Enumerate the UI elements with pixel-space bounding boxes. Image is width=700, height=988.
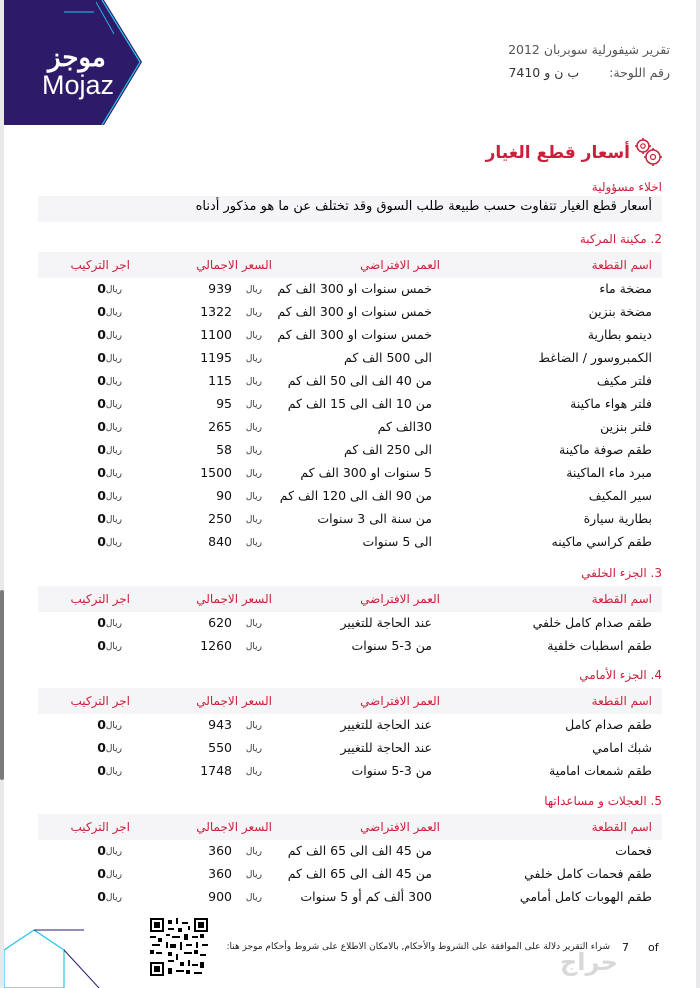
currency-label: ريال	[245, 538, 262, 548]
cell-total: 1748	[200, 763, 232, 778]
currency-label: ريال	[245, 744, 262, 754]
column-header-install: اجر التركيب	[70, 592, 130, 606]
cell-life: من 3-5 سنوات	[351, 638, 432, 653]
table-header	[38, 688, 662, 714]
cell-install: 0	[97, 615, 106, 630]
currency-label: ريال	[105, 619, 122, 629]
cell-total: 250	[208, 511, 232, 526]
cell-name: طقم فحمات كامل خلفي	[524, 866, 652, 881]
cell-install: 0	[97, 419, 106, 434]
column-header-life: العمر الافتراضي	[360, 592, 440, 606]
currency-label: ريال	[105, 285, 122, 295]
cell-name: طقم الهوبات كامل أمامي	[519, 889, 652, 904]
section-title: 5. العجلات و مساعداتها	[544, 794, 662, 808]
cell-life: خمس سنوات او 300 الف كم	[277, 304, 432, 319]
cell-name: مبرد ماء الماكينة	[566, 465, 652, 480]
cell-life: من 3-5 سنوات	[351, 763, 432, 778]
cell-name: طقم اسطبات خلفية	[547, 638, 652, 653]
table-row	[38, 323, 662, 346]
cell-total: 620	[208, 615, 232, 630]
currency-label: ريال	[105, 308, 122, 318]
corner-decoration	[4, 925, 114, 988]
cell-life: من 40 الف الى 50 الف كم	[287, 373, 432, 388]
cell-install: 0	[97, 889, 106, 904]
cell-total: 1260	[200, 638, 232, 653]
column-header-life: العمر الافتراضي	[360, 694, 440, 708]
currency-label: ريال	[245, 619, 262, 629]
cell-install: 0	[97, 638, 106, 653]
currency-label: ريال	[105, 893, 122, 903]
plate-number	[508, 65, 670, 80]
cell-life: خمس سنوات او 300 الف كم	[277, 327, 432, 342]
table-row	[38, 759, 662, 782]
currency-label: ريال	[105, 400, 122, 410]
cell-name: بطارية سيارة	[583, 511, 652, 526]
cell-name: فلتر مكيف	[596, 373, 652, 388]
currency-label: ريال	[105, 744, 122, 754]
currency-label: ريال	[245, 377, 262, 387]
cell-life: 300 ألف كم أو 5 سنوات	[300, 889, 432, 904]
cell-life: خمس سنوات او 300 الف كم	[277, 281, 432, 296]
currency-label: ريال	[245, 400, 262, 410]
table-row	[38, 346, 662, 369]
cell-life: 30الف كم	[377, 419, 432, 434]
table-row	[38, 736, 662, 759]
currency-label: ريال	[245, 847, 262, 857]
cell-install: 0	[97, 350, 106, 365]
currency-label: ريال	[245, 285, 262, 295]
column-header-name: اسم القطعة	[591, 694, 652, 708]
table-row	[38, 392, 662, 415]
gears-icon	[634, 137, 662, 167]
cell-total: 58	[216, 442, 232, 457]
currency-label: ريال	[105, 331, 122, 341]
column-header-total: السعر الاجمالي	[196, 592, 272, 606]
cell-install: 0	[97, 843, 106, 858]
section-title: 4. الجزء الأمامي	[579, 668, 662, 682]
cell-life: 5 سنوات او 300 الف كم	[300, 465, 432, 480]
cell-install: 0	[97, 511, 106, 526]
cell-total: 1195	[200, 350, 232, 365]
currency-label: ريال	[245, 767, 262, 777]
logo-arabic: موجز	[48, 42, 106, 72]
currency-label: ريال	[105, 446, 122, 456]
column-header-total: السعر الاجمالي	[196, 820, 272, 834]
page-of-label: of	[648, 941, 659, 954]
table-row	[38, 507, 662, 530]
table-row	[38, 839, 662, 862]
cell-total: 1100	[200, 327, 232, 342]
cell-name: سير المكيف	[588, 488, 652, 503]
cell-life: عند الحاجة للتغيير	[340, 615, 432, 630]
cell-total: 1500	[200, 465, 232, 480]
currency-label: ريال	[245, 642, 262, 652]
column-header-install: اجر التركيب	[70, 258, 130, 272]
cell-life: الى 5 سنوات	[362, 534, 432, 549]
cell-life: من سنة الى 3 سنوات	[317, 511, 432, 526]
table-row	[38, 634, 662, 657]
cell-name: دينمو بطارية	[587, 327, 652, 342]
cell-install: 0	[97, 327, 106, 342]
table-row	[38, 713, 662, 736]
table-header	[38, 586, 662, 612]
cell-name: الكمبروسور / الضاغط	[538, 350, 652, 365]
cell-install: 0	[97, 396, 106, 411]
currency-label: ريال	[245, 492, 262, 502]
disclaimer-title: اخلاء مسؤولية	[591, 180, 662, 194]
table-row	[38, 484, 662, 507]
column-header-total: السعر الاجمالي	[196, 258, 272, 272]
column-header-life: العمر الافتراضي	[360, 820, 440, 834]
cell-total: 265	[208, 419, 232, 434]
cell-total: 943	[208, 717, 232, 732]
logo-english: Mojaz	[42, 70, 115, 100]
cell-life: من 45 الف الى 65 الف كم	[287, 866, 432, 881]
cell-total: 939	[208, 281, 232, 296]
plate-label: رقم اللوحة:	[609, 65, 670, 80]
cell-install: 0	[97, 373, 106, 388]
cell-life: من 45 الف الى 65 الف كم	[287, 843, 432, 858]
cell-life: عند الحاجة للتغيير	[340, 740, 432, 755]
cell-install: 0	[97, 740, 106, 755]
cell-total: 360	[208, 866, 232, 881]
currency-label: ريال	[105, 642, 122, 652]
table-row	[38, 277, 662, 300]
currency-label: ريال	[105, 721, 122, 731]
column-header-total: السعر الاجمالي	[196, 694, 272, 708]
disclaimer-text: أسعار قطع الغيار تتفاوت حسب طبيعة طلب السوق وقد تختلف عن ما هو مذكور أدناه	[38, 196, 662, 222]
cell-total: 900	[208, 889, 232, 904]
cell-install: 0	[97, 866, 106, 881]
cell-install: 0	[97, 488, 106, 503]
cell-name: فلتر هواء ماكينة	[570, 396, 652, 411]
page-number: 7	[622, 941, 629, 954]
cell-install: 0	[97, 763, 106, 778]
table-row	[38, 300, 662, 323]
cell-total: 550	[208, 740, 232, 755]
section-title: 3. الجزء الخلفي	[581, 566, 662, 580]
currency-label: ريال	[245, 721, 262, 731]
cell-life: من 90 الف الى 120 الف كم	[279, 488, 432, 503]
cell-name: مضخة بنزين	[588, 304, 652, 319]
cell-name: طقم كراسي ماكينه	[551, 534, 652, 549]
currency-label: ريال	[105, 538, 122, 548]
currency-label: ريال	[245, 331, 262, 341]
cell-install: 0	[97, 534, 106, 549]
table-header	[38, 252, 662, 278]
watermark: حراج	[560, 948, 618, 976]
currency-label: ريال	[105, 377, 122, 387]
cell-name: طقم صدام كامل خلفي	[532, 615, 652, 630]
table-row	[38, 530, 662, 553]
spare-parts-title: أسعار قطع الغيار	[485, 143, 630, 163]
column-header-name: اسم القطعة	[591, 820, 652, 834]
table-row	[38, 438, 662, 461]
table-row	[38, 461, 662, 484]
cell-name: فلتر بنزين	[600, 419, 652, 434]
table-row	[38, 611, 662, 634]
cell-total: 90	[216, 488, 232, 503]
plate-value: ب ن و 7410	[508, 65, 580, 80]
cell-name: شبك امامي	[592, 740, 652, 755]
currency-label: ريال	[105, 423, 122, 433]
cell-total: 840	[208, 534, 232, 549]
table-header	[38, 814, 662, 840]
currency-label: ريال	[245, 893, 262, 903]
cell-install: 0	[97, 442, 106, 457]
currency-label: ريال	[245, 870, 262, 880]
currency-label: ريال	[245, 515, 262, 525]
column-header-install: اجر التركيب	[70, 694, 130, 708]
currency-label: ريال	[245, 354, 262, 364]
currency-label: ريال	[105, 870, 122, 880]
cell-name: فحمات	[615, 843, 652, 858]
currency-label: ريال	[245, 446, 262, 456]
cell-total: 1322	[200, 304, 232, 319]
qr-code[interactable]	[150, 918, 208, 976]
cell-install: 0	[97, 304, 106, 319]
table-row	[38, 885, 662, 908]
cell-name: مضخة ماء	[599, 281, 652, 296]
table-row	[38, 415, 662, 438]
currency-label: ريال	[105, 515, 122, 525]
cell-install: 0	[97, 465, 106, 480]
cell-life: عند الحاجة للتغيير	[340, 717, 432, 732]
cell-name: طقم صدام كامل	[565, 717, 652, 732]
cell-total: 115	[208, 373, 232, 388]
cell-install: 0	[97, 717, 106, 732]
cell-life: الى 500 الف كم	[344, 350, 432, 365]
currency-label: ريال	[245, 469, 262, 479]
currency-label: ريال	[245, 308, 262, 318]
table-row	[38, 862, 662, 885]
currency-label: ريال	[105, 847, 122, 857]
currency-label: ريال	[105, 767, 122, 777]
cell-total: 360	[208, 843, 232, 858]
cell-name: طقم صوفة ماكينة	[559, 442, 652, 457]
section-title: 2. مكينة المركبة	[579, 232, 662, 246]
cell-total: 95	[216, 396, 232, 411]
column-header-install: اجر التركيب	[70, 820, 130, 834]
column-header-life: العمر الافتراضي	[360, 258, 440, 272]
currency-label: ريال	[245, 423, 262, 433]
cell-life: الى 250 الف كم	[344, 442, 432, 457]
currency-label: ريال	[105, 492, 122, 502]
column-header-name: اسم القطعة	[591, 592, 652, 606]
report-title: تقرير شيفورلية سوبربان 2012	[508, 42, 670, 57]
currency-label: ريال	[105, 469, 122, 479]
cell-life: من 10 الف الى 15 الف كم	[287, 396, 432, 411]
cell-install: 0	[97, 281, 106, 296]
currency-label: ريال	[105, 354, 122, 364]
column-header-name: اسم القطعة	[591, 258, 652, 272]
footer-terms: شراء التقرير دلالة على الموافقة على الشروط والأحكام, بالامكان الاطلاع على شروط وأحكام موجز هنا:	[226, 942, 610, 952]
cell-name: طقم شمعات امامية	[549, 763, 652, 778]
table-row	[38, 369, 662, 392]
